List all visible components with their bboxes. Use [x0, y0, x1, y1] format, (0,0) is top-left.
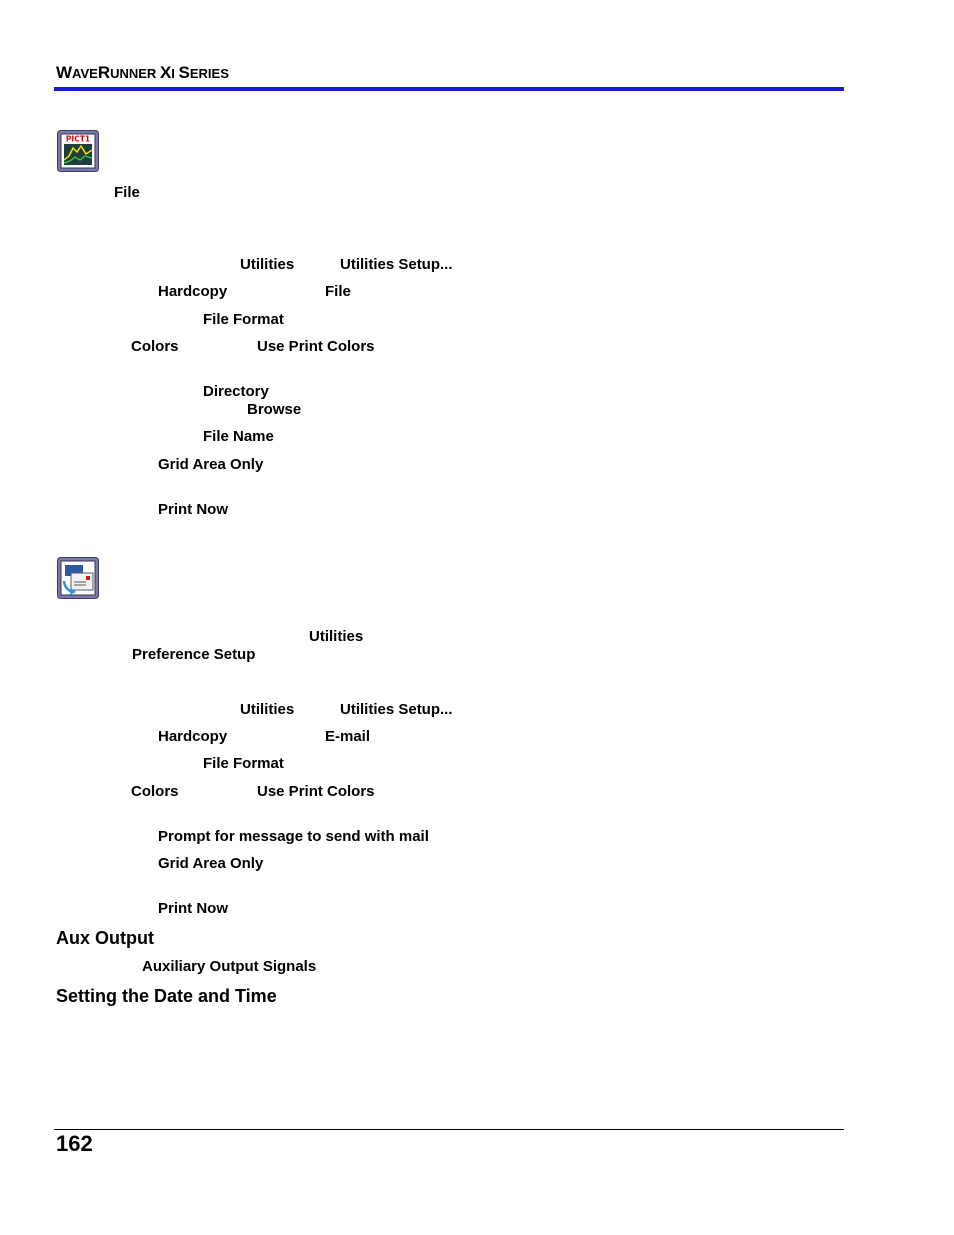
hardcopy-label: Hardcopy: [158, 283, 228, 300]
prompt-message-label: Prompt for message to send with mail: [158, 828, 429, 845]
utilities-label-3: Utilities: [240, 701, 295, 718]
grid-area-only-label: Grid Area Only: [158, 456, 264, 473]
use-print-colors-label-2: Use Print Colors: [257, 783, 375, 800]
date-time-heading: Setting the Date and Time: [56, 986, 277, 1006]
utilities-setup-label: Utilities Setup...: [340, 256, 453, 273]
aux-signals-label: Auxiliary Output Signals: [142, 958, 317, 975]
file-name-label: File Name: [203, 428, 274, 445]
colors-label-2: Colors: [131, 783, 179, 800]
directory-label: Directory: [203, 383, 269, 400]
print-now-label: Print Now: [158, 501, 228, 518]
use-print-colors-label: Use Print Colors: [257, 338, 375, 355]
header-rule: [54, 87, 844, 91]
page-number: 162: [56, 1131, 93, 1156]
file-format-label-2: File Format: [203, 755, 284, 772]
hardcopy-label-2: Hardcopy: [158, 728, 228, 745]
utilities-setup-label-2: Utilities Setup...: [340, 701, 453, 718]
file-tab-label: File: [325, 283, 351, 300]
file-hardcopy-icon: [57, 130, 99, 172]
pict-label: PICT1: [65, 134, 91, 144]
email-hardcopy-icon: [57, 557, 99, 599]
aux-output-heading: Aux Output: [56, 928, 154, 948]
grid-area-only-label-2: Grid Area Only: [158, 855, 264, 872]
email-tab-label: E-mail: [325, 728, 371, 745]
utilities-label-2: Utilities: [309, 628, 364, 645]
file-label: File: [114, 184, 140, 201]
colors-label: Colors: [131, 338, 179, 355]
footer-rule: [54, 1129, 844, 1130]
utilities-label: Utilities: [240, 256, 295, 273]
browse-label: Browse: [247, 401, 302, 418]
preference-setup-label: Preference Setup: [132, 646, 256, 663]
print-now-label-2: Print Now: [158, 900, 228, 917]
file-format-label: File Format: [203, 311, 284, 328]
running-header: WAVERUNNER XI SERIES: [56, 63, 229, 82]
